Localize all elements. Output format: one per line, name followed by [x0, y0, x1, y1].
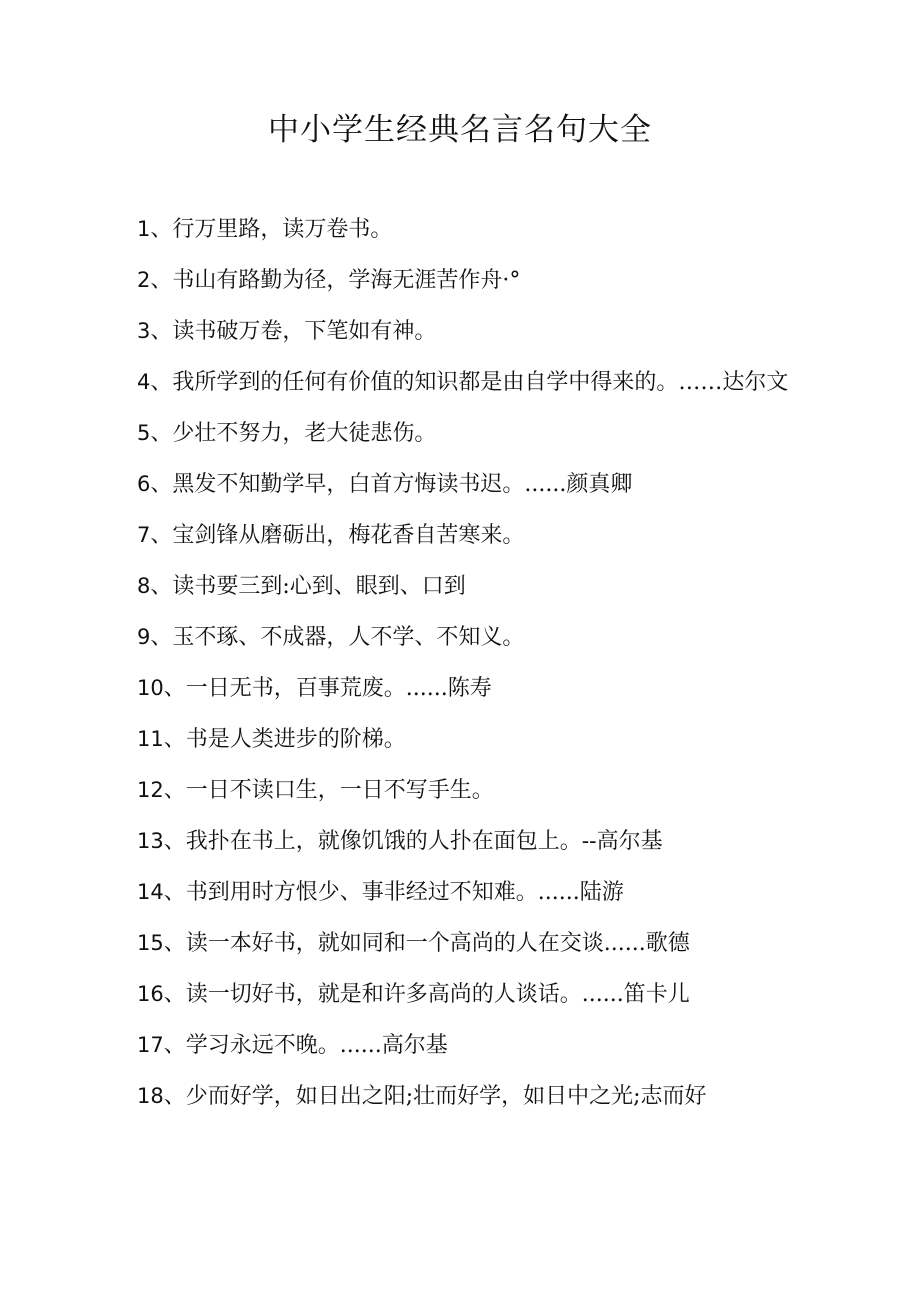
item-number: 17 — [137, 1033, 164, 1057]
item-text: 、读一本好书，就如同和一个高尚的人在交谈......歌德 — [163, 931, 690, 956]
item-text: 、学习永远不晚。......高尔基 — [163, 1033, 448, 1058]
list-item — [137, 714, 797, 765]
item-number: 3 — [137, 319, 151, 343]
item-number: 5 — [137, 421, 151, 445]
item-text: 、书是人类进步的阶梯。 — [163, 727, 406, 752]
item-number: 2 — [137, 268, 151, 292]
list-item — [137, 663, 797, 714]
item-text: 、读书破万卷，下笔如有神。 — [150, 319, 437, 344]
list-item — [137, 204, 797, 255]
item-number: 8 — [137, 574, 151, 598]
list-item — [137, 306, 797, 357]
list-item — [137, 408, 797, 459]
item-number: 1 — [137, 217, 151, 241]
item-text: 、行万里路，读万卷书。 — [150, 217, 393, 242]
list-item — [137, 867, 797, 918]
item-number: 18 — [137, 1084, 164, 1108]
item-text: 、一日不读口生，一日不写手生。 — [163, 778, 494, 803]
item-number: 9 — [137, 625, 151, 649]
item-text: 、书山有路勤为径，学海无涯苦作舟·° — [150, 268, 521, 293]
item-text: 、黑发不知勤学早，白首方悔读书迟。......颜真卿 — [150, 472, 633, 497]
item-number: 14 — [137, 880, 164, 904]
item-number: 10 — [137, 676, 164, 700]
list-item — [137, 510, 797, 561]
item-text: 、少而好学，如日出之阳;壮而好学，如日中之光;志而好 — [163, 1084, 707, 1109]
item-text: 、我所学到的任何有价值的知识都是由自学中得来的。……达尔文 — [150, 370, 789, 395]
item-text: 、玉不琢、不成器，人不学、不知义。 — [150, 625, 525, 650]
list-item — [137, 765, 797, 816]
item-text: 、我扑在书上，就像饥饿的人扑在面包上。--高尔基 — [163, 829, 663, 854]
item-number: 4 — [137, 370, 151, 394]
list-item — [137, 459, 797, 510]
list-item — [137, 1071, 797, 1122]
quote-list — [137, 204, 797, 1122]
list-item — [137, 1020, 797, 1071]
item-text: 、读一切好书，就是和许多高尚的人谈话。......笛卡儿 — [163, 982, 690, 1007]
item-number: 15 — [137, 931, 164, 955]
item-number: 11 — [137, 727, 164, 751]
item-number: 12 — [137, 778, 164, 802]
item-text: 、少壮不努力，老大徒悲伤。 — [150, 421, 437, 446]
item-text: 、书到用时方恨少、事非经过不知难。......陆游 — [163, 880, 624, 905]
list-item — [137, 612, 797, 663]
item-text: 、读书要三到:心到、眼到、口到 — [150, 574, 466, 599]
list-item — [137, 918, 797, 969]
item-number: 6 — [137, 472, 151, 496]
item-number: 16 — [137, 982, 164, 1006]
page-title: 中小学生经典名言名句大全 — [268, 112, 652, 148]
list-item — [137, 816, 797, 867]
item-text: 、宝剑锋从磨砺出，梅花香自苦寒来。 — [150, 523, 525, 548]
item-number: 7 — [137, 523, 151, 547]
list-item — [137, 357, 797, 408]
item-number: 13 — [137, 829, 164, 853]
list-item — [137, 255, 797, 306]
list-item — [137, 561, 797, 612]
list-item — [137, 969, 797, 1020]
item-text: 、一日无书，百事荒废。......陈寿 — [163, 676, 492, 701]
